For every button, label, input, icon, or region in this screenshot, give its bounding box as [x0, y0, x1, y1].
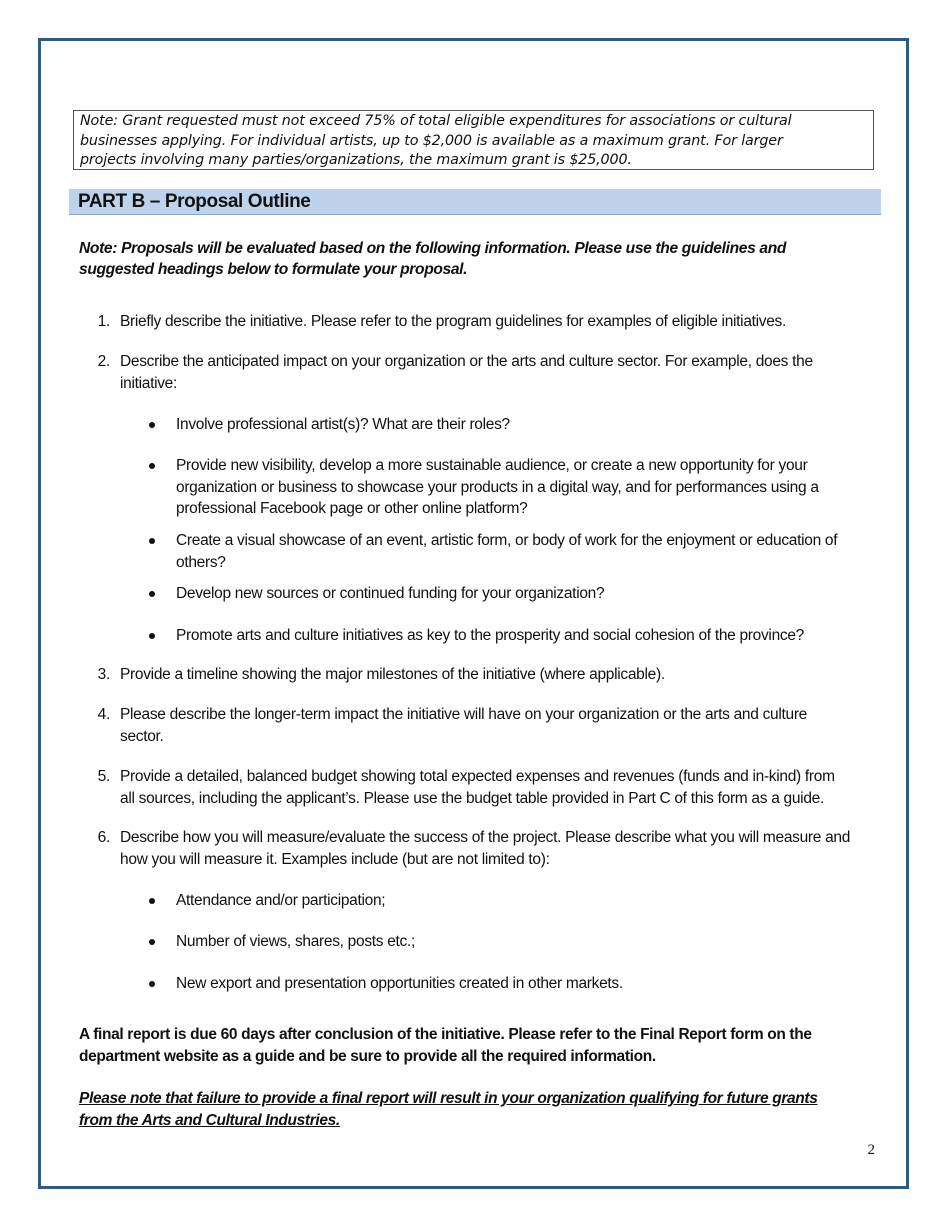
- item-text: initiative:: [120, 374, 178, 392]
- bullet-text: Number of views, shares, posts etc.;: [176, 933, 416, 950]
- item-number: 1.: [97, 313, 110, 330]
- final-report-warning: [79, 1088, 879, 1131]
- bullet-text: Provide new visibility, develop a more sustainable audience, or create a new opportunity for your: [176, 457, 808, 474]
- item-text: Briefly describe the initiative. Please refer to the program guidelines for examples of eligible initiatives.: [120, 313, 787, 330]
- item-number: 3.: [97, 666, 110, 683]
- final-report-notice: [79, 1024, 879, 1067]
- bullet-icon: [149, 591, 155, 597]
- note-line: Note: Proposals will be evaluated based on the following information. Please use the guidelines and: [79, 240, 787, 257]
- item-text: Please describe the longer-term impact the initiative will have on your organization or the arts and culture: [120, 706, 808, 723]
- bullet-icon: [149, 981, 155, 987]
- bullet-text: Involve professional artist(s)? What are their roles?: [176, 416, 510, 433]
- note-line: suggested headings below to formulate your proposal.: [79, 261, 468, 278]
- bullet-text: New export and presentation opportunities created in other markets.: [176, 975, 623, 992]
- item-text: Describe the anticipated impact on your organization or the arts and culture sector. For example, does the: [120, 353, 813, 370]
- item-number: 2.: [97, 353, 110, 370]
- item-text: Describe how you will measure/evaluate the success of the project. Please describe what you will measure and: [120, 829, 851, 846]
- note-line: Note: Grant requested must not exceed 75% of total eligible expenditures for associations or cultural: [80, 113, 792, 129]
- grant-limit-note: [73, 110, 874, 170]
- item-text: Provide a detailed, balanced budget showing total expected expenses and revenues (funds and in-kind) from: [120, 768, 835, 785]
- item-text: Provide a timeline showing the major milestones of the initiative (where applicable).: [120, 666, 665, 683]
- section-heading: PART B – Proposal Outline: [69, 189, 881, 215]
- bullet-text: professional Facebook page or other online platform?: [176, 500, 528, 517]
- bullet-text: Create a visual showcase of an event, artistic form, or body of work for the enjoyment or education of: [176, 532, 838, 549]
- notice-line: department website as a guide and be sure to provide all the required information.: [79, 1047, 656, 1065]
- bullet-icon: [149, 463, 155, 469]
- bullet-text: Attendance and/or participation;: [176, 892, 386, 909]
- evaluation-note: [79, 238, 879, 280]
- page-number: 2: [867, 1142, 875, 1158]
- warning-line: Please note that failure to provide a final report will result in your organization qualifying for future grants: [79, 1090, 818, 1107]
- bullet-icon: [149, 538, 155, 544]
- item-number: 6.: [97, 829, 110, 846]
- bullet-text: organization or business to showcase your products in a digital way, and for performances using a: [176, 478, 819, 496]
- item-number: 5.: [97, 768, 110, 785]
- note-line: businesses applying. For individual artists, up to $2,000 is available as a maximum grant. For larger: [80, 132, 783, 149]
- notice-line: A final report is due 60 days after conclusion of the initiative. Please refer to the Final Report form on the: [79, 1026, 812, 1043]
- warning-line: from the Arts and Cultural Industries.: [79, 1111, 340, 1129]
- bullet-icon: [149, 898, 155, 904]
- item-text: all sources, including the applicant’s. Please use the budget table provided in Part C of this form as a guide.: [120, 789, 824, 807]
- bullet-icon: [149, 939, 155, 945]
- item-number: 4.: [97, 706, 110, 723]
- bullet-text: Develop new sources or continued funding for your organization?: [176, 585, 605, 602]
- item-text: how you will measure it. Examples include (but are not limited to):: [120, 850, 550, 868]
- bullet-text: Promote arts and culture initiatives as key to the prosperity and social cohesion of the province?: [176, 627, 804, 644]
- bullet-icon: [149, 633, 155, 639]
- note-line: projects involving many parties/organizations, the maximum grant is $25,000.: [80, 152, 632, 168]
- bullet-text: others?: [176, 553, 226, 571]
- item-text: sector.: [120, 727, 164, 745]
- bullet-icon: [149, 422, 155, 428]
